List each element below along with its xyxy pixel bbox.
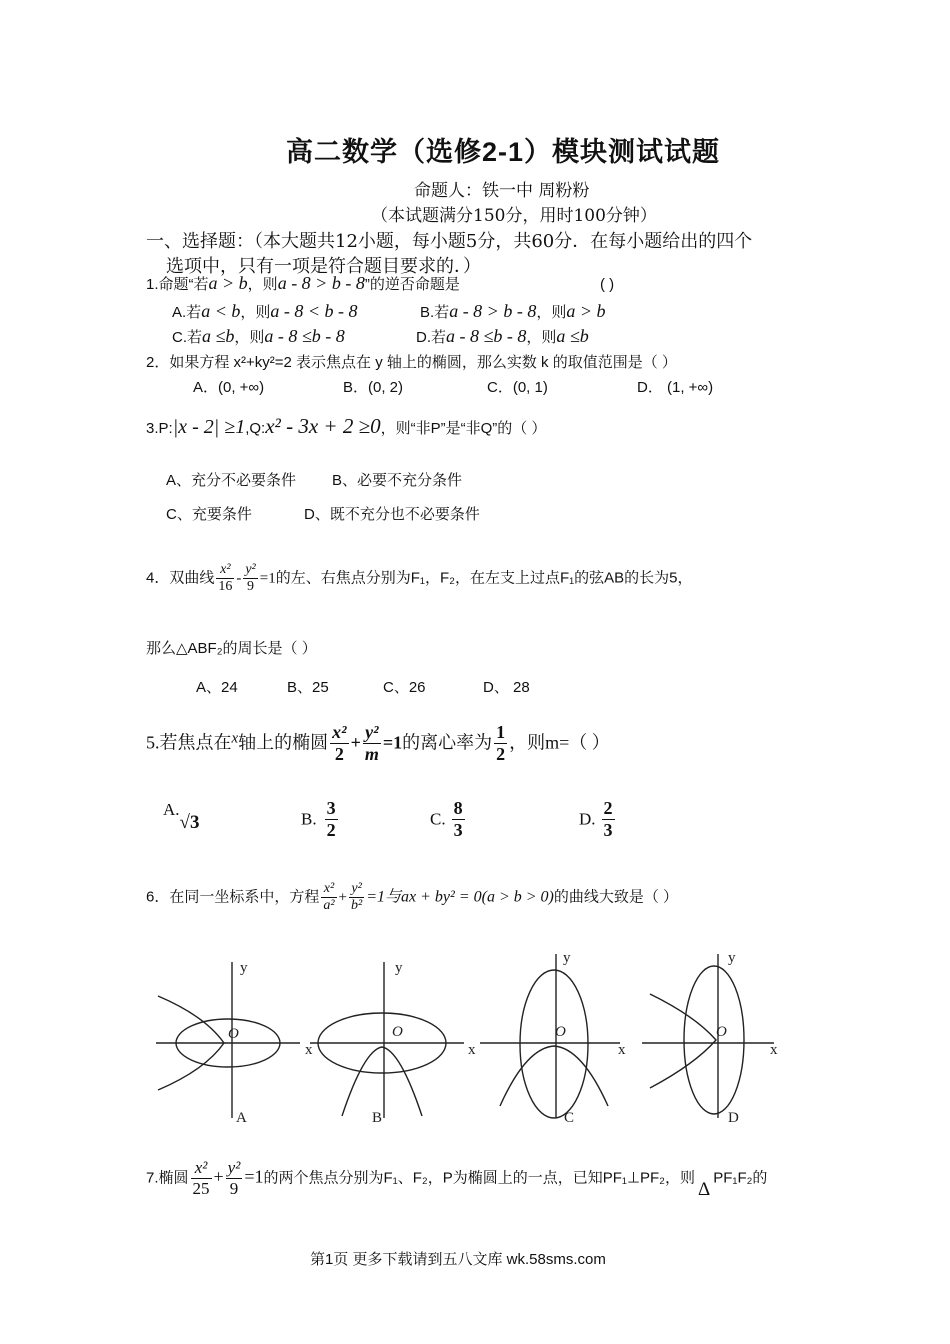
q3-option-c: C、充要条件 bbox=[166, 506, 252, 523]
q5-axis-var: x bbox=[231, 730, 239, 747]
graph-c-x-label: x bbox=[618, 1042, 626, 1058]
q3-option-b: B、必要不充分条件 bbox=[332, 472, 463, 489]
q2-option-c: C．(0, 1) bbox=[487, 379, 548, 396]
q5-option-a bbox=[163, 800, 199, 834]
q3-option-d: D、既不充分也不必要条件 bbox=[304, 506, 480, 523]
graph-b-parabola bbox=[342, 1047, 422, 1116]
graph-b-label: B bbox=[372, 1110, 383, 1126]
graph-c-y-label: y bbox=[563, 950, 571, 966]
q3-lead: 3.P: bbox=[146, 420, 173, 437]
graph-d-origin: O bbox=[716, 1024, 727, 1040]
q7-plus: + bbox=[213, 1166, 224, 1187]
q4-option-b: B、25 bbox=[287, 679, 329, 696]
q1-b-label: B.若 bbox=[420, 304, 450, 321]
q1-a-mid: ，则 bbox=[240, 304, 271, 321]
score-note: （本试题满分150分，用时100分钟） bbox=[371, 206, 657, 226]
q7-frac-y bbox=[226, 1158, 243, 1199]
q1-stem-cond: a > b bbox=[208, 273, 248, 293]
q5-b-label: B. bbox=[301, 809, 317, 829]
q3-q-expr: x² - 3x + 2 ≥0 bbox=[265, 414, 381, 438]
q1-a-concl: a - 8 < b - 8 bbox=[270, 301, 358, 321]
section-heading-cont: 选项中，只有一项是符合题目要求的．） bbox=[166, 256, 481, 277]
q5-a-value: √3 bbox=[179, 812, 200, 833]
q2-option-b: B．(0, 2) bbox=[343, 379, 404, 396]
q1-c-concl: a - 8 ≤b - 8 bbox=[264, 326, 345, 346]
graph-a-origin: O bbox=[228, 1026, 239, 1042]
q1-stem-concl: a - 8 > b - 8 bbox=[277, 273, 365, 293]
q4-lead: 4．双曲线 bbox=[146, 569, 215, 587]
q1-c-cond: a ≤b bbox=[202, 326, 235, 346]
q4-option-c: C、26 bbox=[383, 679, 426, 696]
q2-option-a: A．(0, +∞) bbox=[193, 379, 265, 396]
q4-minus: - bbox=[236, 570, 242, 587]
q7-frac2-num: y² bbox=[227, 1158, 241, 1177]
q1-paren: ( ) bbox=[600, 276, 615, 293]
q4-option-d: D、 28 bbox=[483, 679, 530, 696]
q4-frac-y bbox=[243, 562, 257, 595]
q1-stem-a: 1.命题“若 bbox=[146, 276, 209, 293]
q5-a-label: A. bbox=[163, 800, 180, 819]
q1-d-concl: a ≤b bbox=[556, 326, 589, 346]
q3-p-expr: |x - 2| ≥1 bbox=[172, 416, 246, 438]
q1-d-cond: a - 8 ≤b - 8 bbox=[446, 326, 527, 346]
q1-option-b bbox=[420, 301, 606, 322]
q5-frac1-num: x² bbox=[332, 722, 347, 742]
graph-c-ellipse bbox=[520, 970, 588, 1118]
graph-c-label: C bbox=[564, 1110, 575, 1126]
q3-q-label: ,Q: bbox=[245, 420, 266, 437]
q7-tail2: PF₁F₂的 bbox=[713, 1169, 768, 1187]
q5-d-num: 2 bbox=[603, 798, 613, 818]
graph-d-ellipse bbox=[684, 966, 744, 1114]
q7-eq: =1 bbox=[244, 1166, 264, 1187]
q1-d-label: D.若 bbox=[416, 329, 447, 346]
q1-stem-c: ”的逆否命题是 bbox=[364, 276, 460, 293]
q4-tail: 的左、右焦点分别为F₁，F₂，在左支上过点F₁的弦AB的长为5， bbox=[275, 569, 693, 587]
page-title: 高二数学（选修2-1）模块测试试题 bbox=[286, 137, 721, 167]
section-heading: 一、选择题：（本大题共12小题，每小题5分，共60分．在每小题给出的四个 bbox=[146, 231, 753, 252]
q4-frac-x bbox=[216, 562, 234, 595]
q7-lead: 7.椭圆 bbox=[146, 1169, 189, 1187]
q4-line2: 那么△ABF₂的周长是（ ） bbox=[146, 640, 317, 657]
q3-option-a: A、充分不必要条件 bbox=[166, 472, 297, 489]
question-5-stem bbox=[146, 722, 610, 765]
q4-frac2-num: y² bbox=[245, 562, 256, 577]
graph-b-x-label: x bbox=[468, 1042, 476, 1058]
q5-frac1-den: 2 bbox=[334, 744, 344, 764]
q5-c-frac bbox=[452, 798, 465, 841]
q6-frac2-num: y² bbox=[349, 881, 364, 898]
q5-lead: 5.若焦点在 bbox=[146, 732, 232, 753]
question-1-stem bbox=[146, 273, 460, 294]
q6-frac-y bbox=[349, 881, 364, 914]
q6-eq: =1与ax + by² = 0(a > b > 0) bbox=[366, 888, 554, 906]
q5-frac2-num: y² bbox=[363, 722, 381, 744]
q4-eq: =1 bbox=[259, 570, 276, 587]
graph-c-origin: O bbox=[555, 1024, 566, 1040]
q5-c-den: 3 bbox=[453, 820, 463, 840]
graph-a-x-label: x bbox=[305, 1042, 313, 1058]
q5-frac-e bbox=[494, 722, 507, 765]
q5-e-den: 2 bbox=[496, 744, 506, 764]
q7-frac2-den: 9 bbox=[229, 1179, 239, 1198]
q5-d-den: 3 bbox=[603, 820, 613, 840]
q6-frac-x bbox=[321, 881, 336, 914]
q5-c-num: 8 bbox=[453, 798, 463, 818]
q5-option-b bbox=[301, 798, 338, 841]
question-3-stem bbox=[146, 414, 546, 439]
q7-delta: Δ bbox=[698, 1178, 711, 1200]
q1-option-d bbox=[416, 326, 589, 347]
q6-tail: 的曲线大致是（ ） bbox=[553, 888, 679, 906]
q5-b-frac bbox=[325, 798, 338, 841]
page-footer: 第1页 更多下载请到五八文库 wk.58sms.com bbox=[310, 1251, 606, 1268]
author-line: 命题人：铁一中 周粉粉 bbox=[414, 181, 590, 201]
q1-d-mid: ，则 bbox=[526, 329, 557, 346]
q6-frac1-den: a² bbox=[323, 898, 335, 913]
q5-d-label: D. bbox=[579, 809, 596, 829]
question-4-stem bbox=[146, 562, 693, 595]
graph-d-x-label: x bbox=[770, 1042, 778, 1058]
graph-d-parabola bbox=[650, 994, 716, 1088]
q1-option-a bbox=[172, 301, 358, 322]
q5-d-frac bbox=[602, 798, 615, 841]
graph-c-parabola bbox=[500, 1046, 608, 1106]
q4-frac2-den: 9 bbox=[247, 579, 255, 594]
q6-lead: 6．在同一坐标系中，方程 bbox=[146, 888, 320, 906]
graph-d bbox=[642, 954, 774, 1118]
graph-a-y-label: y bbox=[240, 960, 248, 976]
q1-stem-b: ，则 bbox=[247, 276, 278, 293]
question-6-stem bbox=[146, 881, 678, 914]
q5-mid2: 的离心率为 bbox=[402, 732, 493, 753]
graph-b bbox=[310, 962, 464, 1118]
q1-b-concl: a > b bbox=[566, 301, 606, 321]
q5-frac-x bbox=[330, 722, 348, 765]
q1-c-mid: ，则 bbox=[234, 329, 265, 346]
question-7-stem bbox=[146, 1158, 767, 1201]
q3-tail: ，则“非P”是“非Q”的（ ） bbox=[380, 420, 547, 437]
q5-eq: =1 bbox=[382, 732, 403, 753]
q1-a-label: A.若 bbox=[172, 304, 202, 321]
q5-plus: + bbox=[350, 732, 361, 753]
graph-d-y-label: y bbox=[728, 950, 736, 966]
q5-option-d bbox=[579, 798, 615, 841]
q5-frac-y bbox=[363, 722, 381, 765]
q5-mid: 轴上的椭圆 bbox=[238, 732, 329, 753]
q7-frac-x bbox=[191, 1158, 212, 1199]
q6-plus: + bbox=[338, 889, 348, 906]
q1-a-cond: a < b bbox=[201, 301, 241, 321]
graph-b-y-label: y bbox=[395, 960, 403, 976]
q1-c-label: C.若 bbox=[172, 329, 203, 346]
q5-e-num: 1 bbox=[496, 722, 506, 742]
q1-b-mid: ，则 bbox=[536, 304, 567, 321]
q2-option-d: D． (1, +∞) bbox=[637, 379, 714, 396]
q4-frac1-den: 16 bbox=[218, 579, 233, 594]
question-2-stem: 2．如果方程 x²+ky²=2 表示焦点在 y 轴上的椭圆，那么实数 k 的取值范围是（ ） bbox=[146, 354, 677, 371]
q1-option-c bbox=[172, 326, 345, 347]
q7-frac1-num: x² bbox=[191, 1158, 212, 1179]
graph-c bbox=[480, 954, 620, 1118]
graph-b-origin: O bbox=[392, 1024, 403, 1040]
q6-frac2-den: b² bbox=[351, 898, 363, 913]
q5-tail: ，则m=（ ） bbox=[509, 732, 610, 753]
q5-option-c bbox=[430, 798, 465, 841]
q4-option-a: A、24 bbox=[196, 679, 238, 696]
q7-tail: 的两个焦点分别为F₁、F₂，P为椭圆上的一点，已知PF₁⊥PF₂，则 bbox=[263, 1169, 695, 1187]
q5-b-num: 3 bbox=[326, 798, 336, 818]
graph-a-label: A bbox=[236, 1110, 247, 1126]
q5-b-den: 2 bbox=[326, 820, 336, 840]
graph-d-label: D bbox=[728, 1110, 739, 1126]
q1-b-cond: a - 8 > b - 8 bbox=[449, 301, 537, 321]
q7-frac1-den: 25 bbox=[192, 1179, 210, 1198]
q6-graphs bbox=[150, 948, 790, 1128]
q6-frac1-num: x² bbox=[321, 881, 336, 898]
q5-c-label: C. bbox=[430, 809, 446, 829]
q5-frac2-den: m bbox=[364, 744, 379, 764]
q4-frac1-num: x² bbox=[216, 562, 234, 579]
